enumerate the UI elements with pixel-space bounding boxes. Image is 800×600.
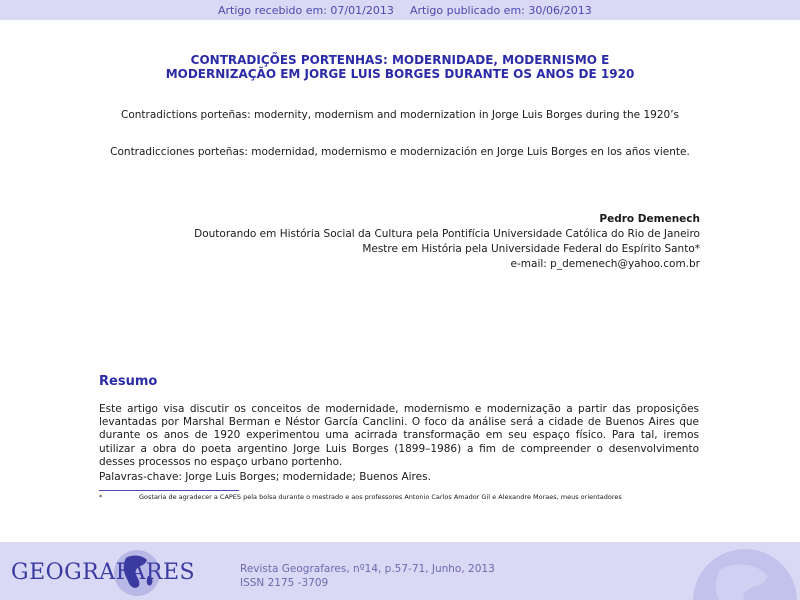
footer-band: [0, 542, 800, 600]
author-email: e-mail: p_demenech@yahoo.com.br: [510, 258, 700, 270]
published-date: Artigo publicado em: 30/06/2013: [410, 4, 592, 17]
footnote-mark: *: [99, 493, 103, 501]
header-bar: [0, 0, 800, 20]
received-date: Artigo recebido em: 07/01/2013: [218, 4, 394, 17]
title-english: Contradictions porteñas: modernity, modernism and modernization in Jorge Luis Borges during the 1920’s: [120, 109, 680, 121]
abstract-text: Este artigo visa discutir os conceitos de modernidade, modernismo e modernização a partir das proposições levantadas por Marshal Berman e Néstor García Canclini. O foco da análise será a cidade de Buenos Aires que durante os anos de 1920 experimentou uma acirrada transformação em seu espaço físico. Para tal, iremos utilizar a obra do poeta argentino Jorge Luis Borges (1899–1986) a fim de compreender o desenvolvimento desses processos no espaço urbano portenho.: [99, 403, 699, 468]
abstract-heading: Resumo: [99, 374, 158, 389]
journal-citation: Revista Geografares, nº14, p.57-71, Junho, 2013: [240, 563, 495, 575]
author-name: Pedro Demenech: [599, 213, 700, 225]
title-line-1: CONTRADIÇÕES PORTENHAS: MODERNIDADE, MODERNISMO E: [190, 53, 610, 67]
footnote-divider: [99, 490, 239, 491]
journal-info: [240, 562, 495, 590]
author-affiliation-2: Mestre em História pela Universidade Federal do Espírito Santo*: [362, 243, 700, 255]
journal-logo-text: GEOGRAFARES: [11, 560, 196, 585]
author-affiliation-1: Doutorando em História Social da Cultura pela Pontifícia Universidade Católica do Rio de Janeiro: [194, 228, 700, 240]
author-block: [194, 212, 700, 272]
footnote-text: Gostaria de agradecer a CAPES pela bolsa durante o mestrado e aos professores Antonio Carlos Amador Gil e Alexandre Moraes, meus orientadores: [139, 493, 622, 501]
article-title: [0, 53, 800, 81]
title-line-2: MODERNIZAÇÃO EM JORGE LUIS BORGES DURANTE OS ANOS DE 1920: [165, 67, 635, 81]
footnote: [99, 493, 622, 501]
title-spanish: Contradicciones porteñas: modernidad, modernismo e modernización en Jorge Luis Borges en los años viente.: [110, 146, 690, 158]
globe-decoration-icon: [690, 546, 800, 600]
journal-issn: ISSN 2175 -3709: [240, 577, 329, 589]
keywords: Palavras-chave: Jorge Luis Borges; modernidade; Buenos Aires.: [99, 471, 431, 483]
